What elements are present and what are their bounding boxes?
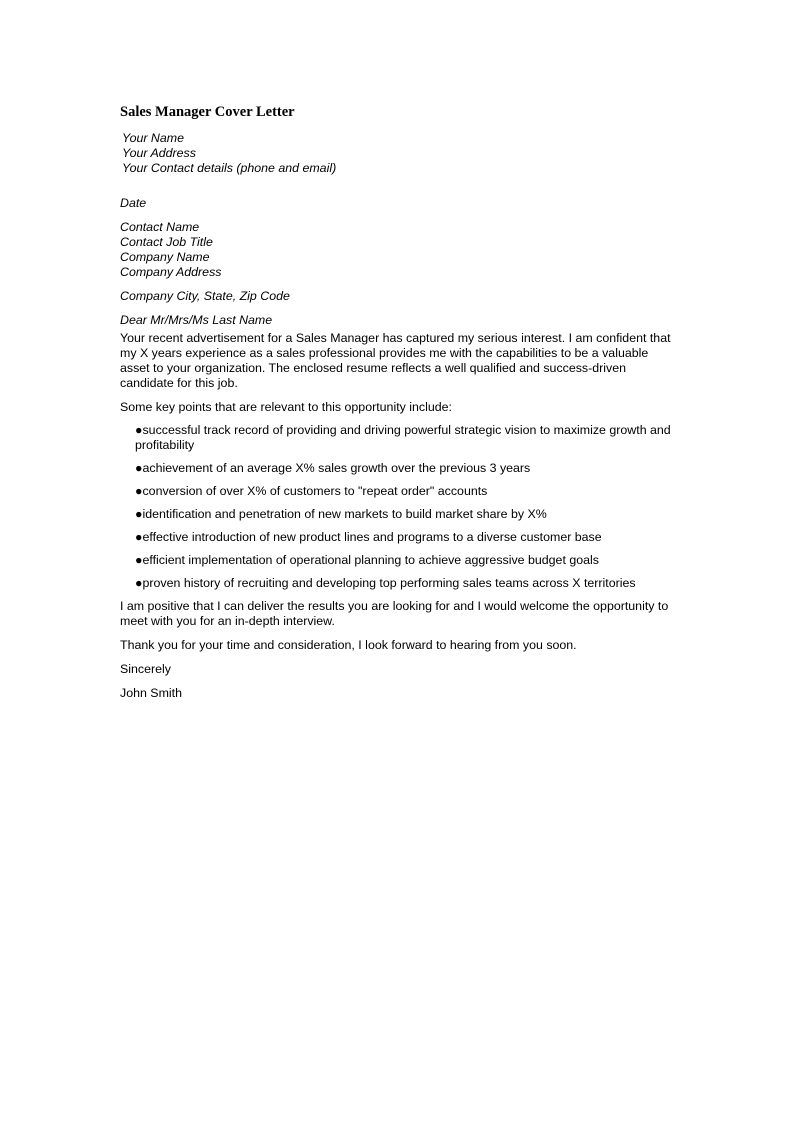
list-item	[135, 484, 680, 499]
intro-paragraph: Your recent advertisement for a Sales Manager has captured my serious interest. I am confident that my X years experience as a sales professional provides me with the capabilities to be a valuable asset to your organization. The enclosed resume reflects a well qualified and success-driven candidate for this job.	[120, 331, 671, 390]
recipient-block	[120, 220, 680, 280]
list-item	[135, 576, 680, 591]
bullet-icon: ●	[135, 507, 143, 521]
recipient-company-name: Company Name	[120, 250, 210, 264]
signature-name: John Smith	[120, 686, 182, 700]
letter-date: Date	[120, 196, 147, 210]
salutation: Dear Mr/Mrs/Ms Last Name	[120, 313, 273, 327]
list-item	[135, 423, 680, 453]
sender-contact: Your Contact details (phone and email)	[122, 161, 337, 175]
list-item-text: proven history of recruiting and developing top performing sales teams across X territories	[142, 576, 636, 590]
list-item-text: effective introduction of new product lines and programs to a diverse customer base	[142, 530, 602, 544]
closing-paragraph: I am positive that I can deliver the results you are looking for and I would welcome the opportunity to meet with you for an in-depth interview.	[120, 599, 669, 628]
sender-address: Your Address	[122, 146, 196, 160]
list-item-text: identification and penetration of new markets to build market share by X%	[142, 507, 547, 521]
bullet-icon: ●	[135, 461, 143, 475]
bullet-icon: ●	[135, 423, 143, 437]
list-item-text: achievement of an average X% sales growth over the previous 3 years	[142, 461, 531, 475]
key-points-list	[120, 423, 680, 591]
recipient-contact-name: Contact Name	[120, 220, 200, 234]
list-item-text: successful track record of providing and driving powerful strategic vision to maximize growth and profitability	[135, 423, 671, 452]
list-item	[135, 507, 680, 522]
bullet-icon: ●	[135, 484, 143, 498]
key-points-intro: Some key points that are relevant to this opportunity include:	[120, 400, 452, 414]
document-title: Sales Manager Cover Letter	[120, 104, 295, 120]
recipient-company-city: Company City, State, Zip Code	[120, 289, 290, 303]
thanks-paragraph: Thank you for your time and consideration, I look forward to hearing from you soon.	[120, 638, 577, 652]
bullet-icon: ●	[135, 530, 143, 544]
letter-body	[120, 103, 680, 701]
sign-off: Sincerely	[120, 662, 171, 676]
recipient-job-title: Contact Job Title	[120, 235, 213, 249]
bullet-icon: ●	[135, 553, 143, 567]
list-item	[135, 530, 680, 545]
list-item-text: efficient implementation of operational planning to achieve aggressive budget goals	[142, 553, 599, 567]
sender-name: Your Name	[122, 131, 184, 145]
list-item-text: conversion of over X% of customers to "repeat order" accounts	[142, 484, 488, 498]
bullet-icon: ●	[135, 576, 143, 590]
list-item	[135, 553, 680, 568]
recipient-company-address: Company Address	[120, 265, 222, 279]
sender-block	[122, 131, 680, 176]
list-item	[135, 461, 680, 476]
